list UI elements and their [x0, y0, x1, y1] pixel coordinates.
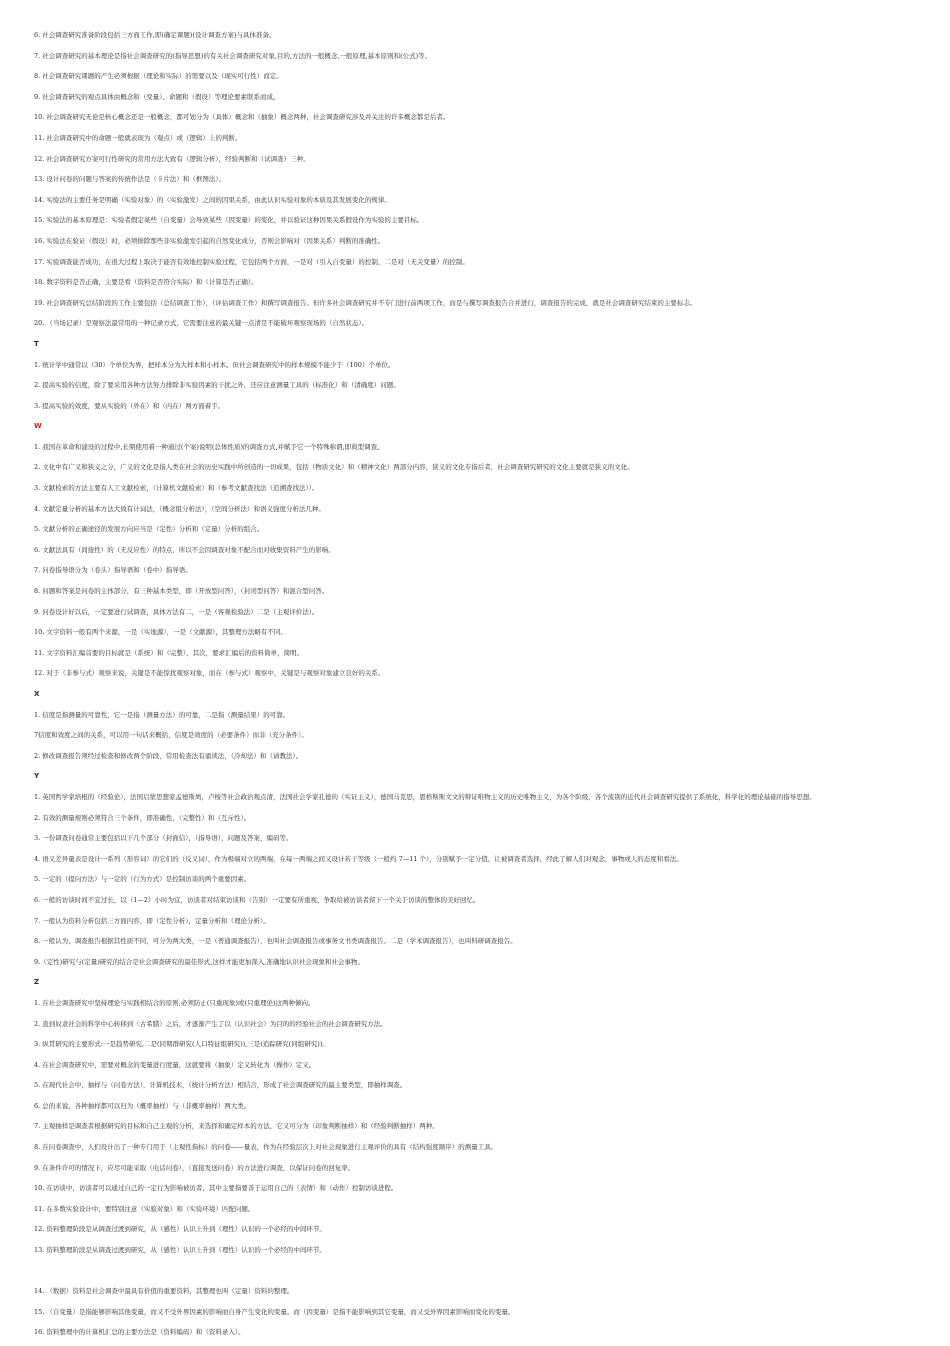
- line-gap: [34, 1173, 924, 1183]
- text-line: 4. 语义差异量表是设计一系列（形容词）的它们的（反义词），作为极端对立的两端，在每一两端之间又设计若干等级（一般约 7—11 个），分别赋予一定分值，让被调查者选择，经此了解人们对观念，事物或人的态度和看法。: [34, 854, 683, 863]
- section-heading: T: [34, 339, 39, 348]
- text-line: 20. （当场记录）是观察法最常用的一种记录方式，它需要注意的最关键一点清是不能破坏观察现场的（自然状态）。: [34, 319, 369, 328]
- text-line: 3. 纵贯研究的主要形式:一是趋势研究,二是(同期群研究(人口特征组研究)),三是(追踪研究(同组研究))。: [34, 1040, 329, 1049]
- text-line: 10. 社会调查研究无论是核心概念还是一般概念，都可划分为（具体）概念和（抽象）概念两种，社会调查研究涉及并关注的许多概念都是后者。: [34, 113, 450, 122]
- text-line: 13. 资料整理阶段是从调查过渡到研究，从（感性）认识上升到（理性）认识的一个必经的中间环节。: [34, 1246, 326, 1255]
- text-line: 2. 直到奴隶社会的科学中心转移到（古希腊）之后，才逐渐产生了以（认识社会）为目的的经验社会的社会调查研究方法。: [34, 1019, 387, 1028]
- line-gap: [34, 638, 924, 648]
- line-gap: [34, 1049, 924, 1059]
- text-line: 3. 提高实验的效度，要从实验的（外在）和（内在）两方面着手。: [34, 401, 225, 410]
- line-gap: [34, 658, 924, 668]
- text-line: 12. 社会调查研究方案可行性研究的常用方法大致有（逻辑分析），经验判断和（试调查）三种。: [34, 154, 310, 163]
- line-gap: [34, 782, 924, 792]
- text-line: 6. 总的来说，各种抽样都可以归为（概率抽样）与（非概率抽样）两大类。: [34, 1101, 251, 1110]
- line-gap: [34, 617, 924, 627]
- text-line: 5. 一定的（提问方法）与一定的（行为方式）是控制访谈的两个重要因素。: [34, 875, 251, 884]
- line-gap: [34, 1255, 924, 1265]
- line-gap: [34, 1029, 924, 1039]
- text-line: 1. 统计学中通常以（30）个单位为界，把样本分为大样本和小样本。但社会调查研究中的样本规模不能少于（100）个单位。: [34, 360, 395, 369]
- line-gap: [34, 102, 924, 112]
- line-gap: [34, 514, 924, 524]
- text-line: 2. 提高实验的信度，除了要采用各种方法努力排除非实验因素的干扰之外，还应注意测量工具的（标准化）和（清确度）问题。: [34, 381, 400, 390]
- line-gap: [34, 390, 924, 400]
- text-line: 3. 一份调查问卷通常主要包括以下几个部分（封面信），（指导语），问题及答案，编码等。: [34, 834, 293, 843]
- line-gap: [34, 864, 924, 874]
- text-line: 16. 资料整理中的计算机汇总的主要方法是（资料编码）和（资料录入）。: [34, 1328, 245, 1337]
- text-line: 19. 社会调查研究总结阶段的工作主要包括（总结调查工作），（评估调查工作）和撰写调查报告。但许多社会调查研究并不专门进行前两项工作，而是与撰写调查报告合并进行，调查报告的完成，就是社会调查研究结束的主要标志。: [34, 298, 697, 307]
- text-line: 4. 文献定量分析的基本方法大致有计词法，（概念组分析法），（空间分析法）和语义强度分析法几种。: [34, 504, 326, 513]
- text-line: 1. 我国在革命和建设的过程中,长期使用着一种通过(个案)说明(总体性质)的调查方式,并赋予它一个特殊称谓,即典型调查。: [34, 442, 384, 451]
- text-line: 4. 在社会调查研究中，需要对概念的变量进行度量，这就要将（抽象）定义转化为（操作）定义。: [34, 1060, 316, 1069]
- text-line: 2. 有效的测量规则必须符合三个条件，即准确性，（完整性）和（互斥性）。: [34, 813, 251, 822]
- text-line: 11. 在多数实验设计中，要特别注意（实验对象）和（实验环境）匹配问题。: [34, 1204, 255, 1213]
- document-page: [34, 30, 924, 1338]
- text-line: 14. （数据）资料是社会调查中最具有价值的重要资料，其整理也叫（定量）资料的整理。: [34, 1287, 294, 1296]
- section-heading: W: [34, 422, 42, 431]
- text-line: 17. 实验调查能否成功，在很大过程上取决于能否有效地控制实验过程，它包括两个方面，一是对（引入自变量）的控制，二是对（无关变量）的控制。: [34, 257, 469, 266]
- text-line: 5. 在现代社会中，抽样与（问卷方法），计算机技术，（统计分析方法）相结合，形成了社会调查研究的最主要类型，即抽样调查。: [34, 1081, 407, 1090]
- text-line: 7. 社会调查研究的基本理论是指社会调查研究的(指导思想)的有关社会调查研究对象,目的,方法的一般概念,一般原理,基本原则和(公式)等。: [34, 51, 432, 60]
- text-line: 6. 社会调查研究准备阶段包括三方面工作,即(确定课题)(设计调查方案)与具体准备。: [34, 31, 276, 39]
- line-gap: [34, 926, 924, 936]
- text-line: 1. 信度是指测量的可靠性，它一是指（测量方法）的可靠，二是指（测量结果）的可靠。: [34, 710, 290, 719]
- section-heading: Y: [34, 772, 40, 781]
- text-line: 9. 在条件许可的情况下，应尽可能采取（电话问卷），（直接发送问卷）的方法进行调查，以保证问卷的回复率。: [34, 1163, 355, 1172]
- section-heading: X: [34, 690, 40, 698]
- line-gap: [34, 1194, 924, 1204]
- text-line: 8. 问题和答案是问卷的主体部分，有三种基本类型，即（开放型问答），（封闭型问答）和混合型问答。: [34, 587, 329, 596]
- text-line: 14. 实验法的主要任务是明确（实验对象）的（实验激发）之间的因果关系，由此认识实验对象的本质及其发展变化的规律。: [34, 195, 391, 204]
- line-gap: [34, 555, 924, 565]
- line-gap: [34, 1317, 924, 1327]
- line-gap: [34, 1152, 924, 1162]
- text-line: 1. 英国哲学家培根的（经验论），法国启蒙思想家孟德斯鸠，卢梭等社会政治观点清，法国社会学家孔德的（实证主义），德国马克思，恩格斯斯文文的辩证唯物主义的历史唯物主义，为各个阶级，各个流别的近代社会调查研究提供了系统化，科学化的理论基础的指导思想。: [34, 792, 816, 801]
- text-line: 9. 问卷设计好以后，一定要进行试调查，具体方法有二，一是（客观检验法）二是（主观评价法）。: [34, 607, 319, 616]
- text-line: 11. 社会调查研究中的命题一般就表现为（观点）或（逻辑）上的判断。: [34, 133, 242, 142]
- line-gap: [34, 164, 924, 174]
- line-gap: [34, 761, 924, 771]
- line-gap: [34, 267, 924, 277]
- line-gap: [34, 802, 924, 812]
- line-gap: [34, 905, 924, 915]
- text-line: 2. 修改调查报告须经过检查和修改两个阶段，常用检查法有诵读法，（冷却法）和（请教法）。: [34, 751, 303, 760]
- line-gap: [34, 1297, 924, 1307]
- line-gap: [34, 246, 924, 256]
- text-line: 10. 在访谈中，访谈者可以通过自己的一定行为影响被访者，其中主要指要善于运用自己的（表情）和（动作）控制访谈进程。: [34, 1184, 398, 1193]
- line-gap: [34, 946, 924, 956]
- text-line: 7. 问卷指导语分为（卷头）指导语和（卷中）指导语。: [34, 566, 192, 575]
- line-gap: [34, 349, 924, 359]
- line-gap: [34, 81, 924, 91]
- text-line: 15. 实验法的基本原理是：实验者假定某些（自变量）会导致某些（因变量）的变化，并以验证这种因果关系假设作为实验的主要目标。: [34, 216, 424, 225]
- text-line: 11. 文字资料汇编首要的目标就是（系统）和（完整），其次，要求汇编后的资料简单，简明。: [34, 648, 304, 657]
- text-line: 10. 文字资料一般有两个来源，一是（实地源），一是（文献源），其整理方法略有不同。: [34, 628, 287, 637]
- line-gap: [34, 740, 924, 750]
- line-gap: [34, 967, 924, 977]
- text-line: 2. 文化中有广义和狭义之分，广义的文化是指人类在社会的历史实践中所创造的一切成果，包括（物质文化）和（精神文化）两部分内容，狭义的文化专指后者，社会调查研究研究的文化主要就是狭义的文化。: [34, 463, 634, 472]
- text-line: 7. 一般认为资料分析包括三方面内容，即（定性分析），定量分析和（理论分析）。: [34, 916, 270, 925]
- text-line: 15. （自变量）是指能够影响其他变量，而又不受外界因素的影响而自身产生变化的变量。而（因变量）是指不能影响到其它变量，而又受外界因素影响而变化的变量。: [34, 1307, 515, 1316]
- text-line: 8. 社会调查研究课题的产生必须根据（理论和实际）的需要以及（现实可行性）而定。: [34, 72, 283, 81]
- line-gap: [34, 452, 924, 462]
- line-gap: [34, 988, 924, 998]
- text-line: 8. 在问卷调查中，人们设计出了一种专门用于（主观性指标）的问卷——量表，作为在经验层次上对社会现象进行主观评价的具有（结构强度顺序）的测量工具。: [34, 1143, 498, 1152]
- text-line: 9.（定性)研究与(定量)研究的结合是社会调查研究的最佳形式,这样才能更加深入,准确地认识社会现象和社会事物。: [34, 957, 364, 966]
- text-line: 6. 一般的访谈时间不宜过长，以（1—2）小时为宜，访谈者对结束访谈和（告别）一定要有所重视，争取给被访谈者留下一个关于访谈的整体的美好回忆。: [34, 895, 480, 904]
- line-gap: [34, 1111, 924, 1121]
- line-gap: [34, 432, 924, 442]
- text-line: 13. 设计问卷的问题与答案的传统作法是（卡片法）和（框图法）。: [34, 175, 226, 184]
- text-line: 18. 数字资料是否正确，主要是看（资料是否符合实际）和（计算是否正确）。: [34, 278, 258, 287]
- line-gap: [34, 308, 924, 318]
- line-gap: [34, 287, 924, 297]
- line-gap: [34, 1008, 924, 1018]
- line-gap: [34, 143, 924, 153]
- line-gap: [34, 473, 924, 483]
- text-line: 6. 文献法具有（间接性）的（无反应性）的特点，所以不会因调查对象不配合而对收集资料产生的影响。: [34, 545, 335, 554]
- line-gap: [34, 123, 924, 133]
- text-line: 9. 社会调查研究的观点具体由概念和（变量）、命题和（假设）等理论要素联系而成。: [34, 92, 280, 101]
- line-gap: [34, 576, 924, 586]
- line-gap: [34, 699, 924, 709]
- line-gap: [34, 205, 924, 215]
- line-gap: [34, 843, 924, 853]
- line-gap: [34, 1070, 924, 1080]
- text-line: 8. 一般认为，调查报告根据其性质不同，可分为两大类，一是（普通调查报告），也叫社会调查报告或事务文书类调查报告。二是（学术调查报告），也叫科研调查报告。: [34, 937, 517, 946]
- text-line: 12. 资料整理阶段是从调查过渡到研究，从（感性）认识上升到（理性）认识的一个必经的中间环节。: [34, 1225, 326, 1234]
- text-line: 1. 在社会调查研究中坚持理论与实践相结合的原则,必须防止(只重现象)或(只重理论)这两种倾向。: [34, 998, 315, 1007]
- line-gap: [34, 1214, 924, 1224]
- line-gap: [34, 1091, 924, 1101]
- text-line: 7信度和效度之间的关系，可以用一句话来概括，信度是效度的（必要条件）而非（充分条件）。: [34, 731, 308, 740]
- line-gap: [34, 885, 924, 895]
- line-gap: [34, 596, 924, 606]
- section-heading: Z: [34, 978, 40, 987]
- line-gap: [34, 61, 924, 71]
- line-gap: [34, 1235, 924, 1245]
- text-line: 5. 文献分析的正确途径的发展方向应当是（定性）分析和（定量）分析的组合。: [34, 525, 264, 534]
- line-gap: [34, 535, 924, 545]
- text-line: 12. 对于（非参与式）观察来说，关键是不能惊扰观察对象，而在（参与式）观察中，关键是与观察对象建立良好的关系。: [34, 669, 385, 678]
- line-gap: [34, 720, 924, 730]
- text-line: 3. 文献检索的方法主要有人工文献检索，（计算机文献检索）和（参考文献查找法（追溯查找法））。: [34, 484, 319, 493]
- line-gap: [34, 679, 924, 689]
- line-gap: [34, 329, 924, 339]
- line-gap: [34, 411, 924, 421]
- line-gap: [34, 226, 924, 236]
- text-line: 7. 主观抽样是调查者根据研究的目标和自己主观的分析，来选择和确定样本的方法，它又可分为（印象判断抽样）和（经验判断抽样）两种。: [34, 1122, 439, 1131]
- text-line: 16. 实验法在验证（假设）时，必须排除那些非实验激发引起的自然变化成分，否则会影响对（因果关系）判断的准确性。: [34, 236, 385, 245]
- line-gap: [34, 1266, 924, 1276]
- line-gap: [34, 1132, 924, 1142]
- line-gap: [34, 823, 924, 833]
- line-gap: [34, 1276, 924, 1286]
- line-gap: [34, 370, 924, 380]
- line-gap: [34, 184, 924, 194]
- line-gap: [34, 40, 924, 50]
- line-gap: [34, 493, 924, 503]
